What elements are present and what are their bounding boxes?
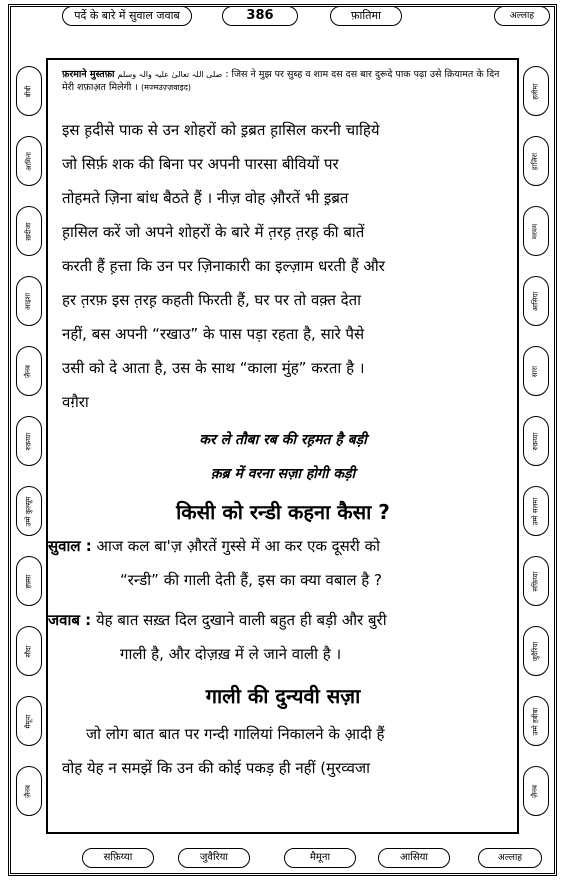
side-medal — [523, 556, 549, 606]
corner-logo-top: अल्लाह — [494, 6, 550, 26]
side-medal — [523, 416, 549, 466]
hadith-notice — [62, 68, 502, 94]
side-medal — [523, 696, 549, 746]
side-medal-label: ख़दीजा — [24, 221, 33, 241]
footer-tab: सफ़िय्या — [82, 848, 154, 868]
paragraph-line: जो सिर्फ़ शक की बिना पर अपनी पारसा बीवियों पर — [62, 155, 339, 173]
side-medal-label: सारा — [531, 365, 540, 377]
side-medal — [523, 136, 549, 186]
side-medal — [16, 486, 42, 536]
page-number: 386 — [222, 6, 298, 26]
paragraph-line: इस ह़दीसे पाक से उन शोहरों को इ़ब्रत ह़ासिल करनी चाहिये — [62, 121, 380, 139]
side-medal-label: मरयम — [531, 223, 540, 239]
side-medal-label: रुक़य्या — [24, 432, 33, 450]
side-medal-label: उम्मे हबीबा — [531, 707, 540, 735]
side-medal-label: सफ़िय्या — [531, 570, 540, 592]
paragraph-line: नहीं, बस अपनी “रखाउ” के पास पड़ा रहता है, सारे पैसे — [62, 325, 365, 343]
side-medal-label: उम्मे सलमा — [531, 497, 540, 525]
side-medal-label: आमिना — [24, 151, 33, 171]
paragraph-line: वग़ैरा — [62, 393, 89, 411]
notice-label: फ़रमाने मुस्तफ़ा — [62, 69, 115, 80]
side-medal-label: उम्मे कुल्सूम — [24, 496, 33, 526]
question-label: सुवाल : — [48, 537, 92, 555]
question-line-2: “रन्डी” की गाली देती हैं, इस का क्या वबाल है ? — [120, 571, 382, 589]
side-medal — [523, 206, 549, 256]
side-medal-label: ज़ैनब — [531, 784, 540, 798]
side-medal-label: ज़ैनब — [24, 364, 33, 378]
notice-salutation: صلی اللہ تعالیٰ علیہ والہ وسلم — [117, 70, 223, 79]
paragraph-line: ह़ासिल करें जो अपने शोहरों के बारे में त़रह़ त़रह़ की बातें — [62, 223, 365, 241]
paragraph-line: करती हैं ह़त्ता कि उन पर ज़िनाकारी का इल्ज़ाम धरती हैं और — [62, 257, 385, 275]
header-tab-name: फ़ातिमा — [330, 6, 402, 26]
side-medal — [16, 66, 42, 116]
side-medal — [16, 276, 42, 326]
footer-tab: मैमूना — [284, 848, 356, 868]
side-medal — [16, 696, 42, 746]
section-heading: किसी को रन्डी कहना कैसा ? — [176, 500, 390, 524]
paragraph-line: उसी को दे आता है, उस के साथ “काला मुंह” करता है । — [62, 359, 365, 377]
answer-text: येह बात सख़्त दिल दुखाने वाली बहुत ही बड़ी और बुरी — [95, 611, 387, 629]
side-medal-label: जुवैरिया — [531, 641, 540, 661]
section-heading: गाली की दुन्यवी सज़ा — [205, 684, 361, 708]
side-medal — [523, 346, 549, 396]
side-medal-label: आइशा — [24, 292, 33, 310]
couplet-line-1: कर ले तौबा रब की रह़मत है बड़ी — [199, 432, 367, 448]
footer-tab: जुवैरिया — [178, 848, 250, 868]
side-medal — [16, 766, 42, 816]
answer-line-2: गाली है, और दोज़ख़ में ले जाने वाली है । — [120, 645, 342, 663]
side-medal-label: सौदा — [24, 644, 33, 658]
side-medal-label: रुक़य्या — [531, 432, 540, 450]
side-medal-label: हफ़्सा — [24, 573, 33, 589]
paragraph-line: जो लोग बात बात पर गन्दी गालियां निकालने के आ़दी हैं — [86, 725, 385, 743]
side-medal-label: हाजिरा — [531, 152, 540, 170]
notice-text: : जिस ने मुझ पर सुब्ह व शाम दस दस बार दुरूदे पाक पढ़ा उसे क़ियामत के दिन मेरी शफ़ाअ़त मिलेगी । — [62, 69, 500, 93]
side-medal — [523, 766, 549, 816]
footer-tab: आसिया — [378, 848, 450, 868]
question-line-1 — [48, 536, 380, 556]
answer-line-1 — [48, 610, 387, 630]
side-medal — [16, 556, 42, 606]
side-medal-label: मैमूना — [24, 713, 33, 729]
notice-reference: (मज्मउज़्ज़वाइद) — [141, 83, 192, 92]
side-medal-label: ज़ैनब — [24, 784, 33, 798]
side-medal — [16, 206, 42, 256]
side-medal-label: हलीमा — [531, 82, 540, 100]
side-medal — [16, 346, 42, 396]
side-medal — [523, 66, 549, 116]
side-medal-label: आसिया — [531, 291, 540, 311]
side-medal — [523, 626, 549, 676]
answer-label: जवाब : — [48, 611, 92, 629]
side-medal — [523, 276, 549, 326]
paragraph-line: तोहमते ज़िना बांध बैठते हैं । नीज़ वोह औ़रतें भी इ़ब्रत — [62, 189, 349, 207]
side-medal-label: बीबी — [24, 85, 33, 97]
side-medal — [16, 416, 42, 466]
paragraph-line: हर त़रफ़ इस त़रह़ कहती फिरती हैं, घर पर तो वक़्त देता — [62, 291, 362, 309]
question-text: आज कल बा'ज़ औ़रतें गुस्से में आ कर एक दूसरी को — [96, 537, 380, 555]
side-medal — [16, 136, 42, 186]
paragraph-line: वोह येह न समझें कि उन की कोई पकड़ ही नहीं (मुरव्वजा — [62, 759, 370, 777]
side-medal — [523, 486, 549, 536]
header-tab-topic: पर्दे के बारे में सुवाल जवाब — [62, 6, 192, 26]
couplet-line-2: क़ब्र में वरना सज़ा होगी कड़ी — [210, 466, 356, 482]
side-medal — [16, 626, 42, 676]
corner-logo-bottom: अल्लाह — [478, 848, 542, 868]
